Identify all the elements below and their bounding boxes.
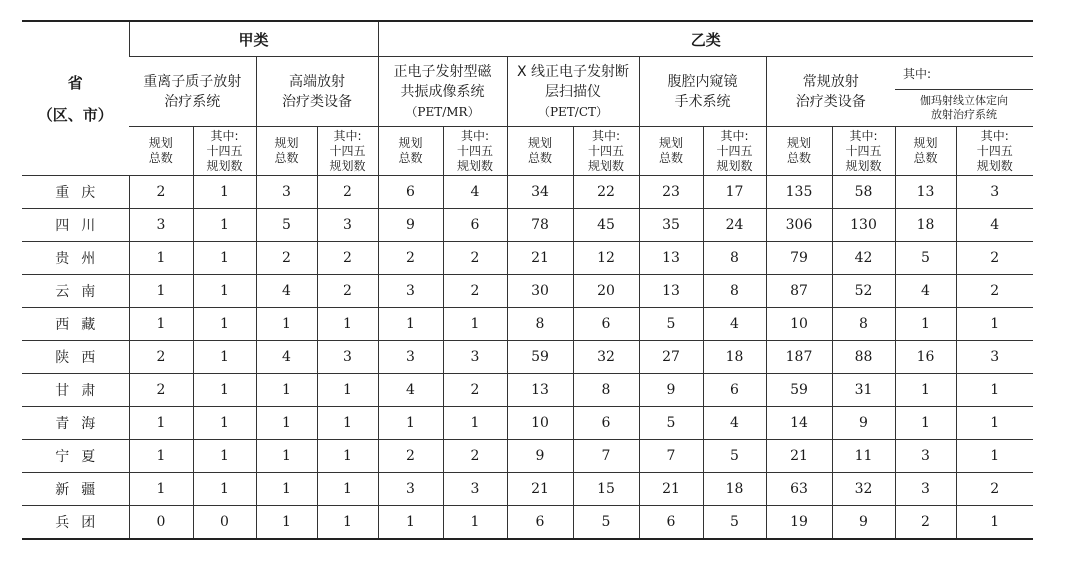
value-cell: 1	[895, 407, 956, 440]
value-cell: 10	[507, 407, 573, 440]
value-cell: 13	[895, 176, 956, 209]
value-cell: 59	[766, 374, 832, 407]
value-cell: 17	[703, 176, 766, 209]
sub-header-line: 规划	[527, 136, 552, 150]
value-cell: 187	[766, 341, 832, 374]
value-cell: 5	[639, 407, 703, 440]
value-cell: 21	[639, 473, 703, 506]
table-row	[22, 407, 1033, 440]
value-cell: 31	[832, 374, 895, 407]
sub-header-line: 十四五	[329, 143, 366, 158]
equipment-header-abbr: （PET/CT）	[537, 104, 609, 119]
equipment-header-line: 治疗类设备	[282, 93, 352, 110]
value-cell: 5	[639, 308, 703, 341]
sub-header-line: 其中:	[980, 128, 1009, 143]
value-cell: 6	[573, 308, 639, 341]
equipment-header-pet-mr	[378, 57, 507, 127]
table-row	[22, 209, 1033, 242]
value-cell: 10	[766, 308, 832, 341]
value-cell: 2	[443, 242, 507, 275]
value-cell: 2	[443, 275, 507, 308]
value-cell: 20	[573, 275, 639, 308]
value-cell: 5	[703, 506, 766, 540]
category-a-header: 甲类	[129, 21, 378, 57]
value-cell: 2	[443, 374, 507, 407]
value-cell: 2	[895, 506, 956, 540]
value-cell: 7	[573, 440, 639, 473]
equipment-header-line: 共振成像系统	[400, 83, 485, 100]
value-cell: 1	[193, 374, 256, 407]
value-cell: 2	[443, 440, 507, 473]
sub-header-14th-five-year	[703, 127, 766, 176]
equipment-header-laparoscope	[639, 57, 766, 127]
equipment-header-abbr: （PET/MR）	[405, 104, 480, 119]
sub-header-line: 其中:	[720, 128, 749, 143]
sub-header-14th-five-year	[832, 127, 895, 176]
value-cell: 1	[256, 407, 317, 440]
equipment-header-line: 层扫描仪	[545, 83, 601, 100]
value-cell: 13	[639, 275, 703, 308]
table-row	[22, 275, 1033, 308]
value-cell: 7	[639, 440, 703, 473]
value-cell: 27	[639, 341, 703, 374]
equipment-header-line: 重离子质子放射	[143, 73, 242, 90]
value-cell: 12	[573, 242, 639, 275]
gamma-knife-header	[895, 90, 1033, 127]
value-cell: 1	[193, 308, 256, 341]
value-cell: 1	[317, 308, 378, 341]
equipment-header-proton	[129, 57, 256, 127]
value-cell: 1	[895, 374, 956, 407]
value-cell: 52	[832, 275, 895, 308]
sub-header-14th-five-year	[193, 127, 256, 176]
value-cell: 8	[703, 242, 766, 275]
sub-header-line: 其中:	[591, 128, 621, 143]
value-cell: 42	[832, 242, 895, 275]
value-cell: 3	[256, 176, 317, 209]
sub-header-line: 其中:	[333, 128, 362, 143]
value-cell: 1	[129, 308, 193, 341]
province-cell: 云南	[22, 275, 129, 308]
value-cell: 4	[956, 209, 1033, 242]
province-cell: 四川	[22, 209, 129, 242]
equipment-header-line: 治疗类设备	[795, 93, 866, 110]
table-row	[22, 506, 1033, 540]
value-cell: 6	[443, 209, 507, 242]
value-cell: 4	[703, 407, 766, 440]
value-cell: 1	[256, 308, 317, 341]
province-header-line2: （区、市）	[37, 105, 113, 124]
header-row-categories	[22, 21, 1033, 57]
value-cell: 58	[832, 176, 895, 209]
value-cell: 9	[832, 506, 895, 540]
table-row	[22, 473, 1033, 506]
equipment-header-conventional	[766, 57, 895, 127]
value-cell: 1	[193, 440, 256, 473]
value-cell: 1	[129, 242, 193, 275]
sub-header-planned-total	[507, 127, 573, 176]
value-cell: 6	[507, 506, 573, 540]
value-cell: 3	[378, 473, 443, 506]
value-cell: 63	[766, 473, 832, 506]
sub-header-line: 规划	[274, 136, 299, 150]
sub-header-line: 规划	[148, 136, 173, 150]
value-cell: 5	[703, 440, 766, 473]
value-cell: 3	[895, 473, 956, 506]
value-cell: 1	[378, 506, 443, 540]
sub-header-planned-total	[256, 127, 317, 176]
value-cell: 88	[832, 341, 895, 374]
value-cell: 16	[895, 341, 956, 374]
sub-header-line: 总数	[274, 151, 299, 165]
value-cell: 1	[956, 308, 1033, 341]
province-cell: 新疆	[22, 473, 129, 506]
value-cell: 1	[256, 374, 317, 407]
sub-header-line: 规划数	[976, 158, 1013, 173]
value-cell: 130	[832, 209, 895, 242]
value-cell: 32	[573, 341, 639, 374]
province-cell: 兵团	[22, 506, 129, 540]
province-header	[22, 21, 129, 176]
value-cell: 11	[832, 440, 895, 473]
value-cell: 1	[193, 242, 256, 275]
equipment-header-pet-ct	[507, 57, 639, 127]
sub-header-line: 总数	[527, 151, 552, 165]
value-cell: 3	[956, 341, 1033, 374]
value-cell: 1	[129, 407, 193, 440]
sub-header-line: 十四五	[206, 143, 243, 158]
sub-header-line: 总数	[148, 151, 173, 165]
value-cell: 21	[507, 473, 573, 506]
sub-header-line: 规划数	[587, 158, 624, 173]
value-cell: 8	[573, 374, 639, 407]
value-cell: 1	[256, 473, 317, 506]
value-cell: 2	[317, 275, 378, 308]
header-row-subcolumns	[22, 127, 1033, 176]
sub-header-line: 十四五	[716, 143, 753, 158]
value-cell: 1	[378, 407, 443, 440]
sub-header-line: 规划	[658, 136, 683, 150]
equipment-header-line: 常规放射	[802, 73, 859, 90]
value-cell: 1	[193, 209, 256, 242]
value-cell: 13	[507, 374, 573, 407]
sub-header-line: 规划数	[329, 158, 366, 173]
value-cell: 14	[766, 407, 832, 440]
value-cell: 1	[317, 374, 378, 407]
value-cell: 13	[639, 242, 703, 275]
value-cell: 1	[443, 506, 507, 540]
value-cell: 2	[956, 473, 1033, 506]
value-cell: 1	[129, 473, 193, 506]
value-cell: 3	[129, 209, 193, 242]
value-cell: 5	[256, 209, 317, 242]
equipment-header-line: 治疗系统	[164, 93, 221, 110]
sub-header-line: 十四五	[587, 143, 624, 158]
value-cell: 6	[639, 506, 703, 540]
value-cell: 9	[832, 407, 895, 440]
value-cell: 2	[129, 341, 193, 374]
table-row	[22, 308, 1033, 341]
value-cell: 3	[956, 176, 1033, 209]
value-cell: 1	[193, 341, 256, 374]
province-cell: 陕西	[22, 341, 129, 374]
sub-header-line: 其中:	[210, 128, 239, 143]
sub-header-14th-five-year	[443, 127, 507, 176]
value-cell: 1	[956, 374, 1033, 407]
value-cell: 1	[895, 308, 956, 341]
province-cell: 青海	[22, 407, 129, 440]
category-b-header: 乙类	[378, 21, 1033, 57]
table-row	[22, 242, 1033, 275]
value-cell: 3	[317, 341, 378, 374]
table-row	[22, 176, 1033, 209]
value-cell: 8	[832, 308, 895, 341]
value-cell: 2	[378, 242, 443, 275]
sub-header-line: 其中:	[460, 128, 490, 143]
value-cell: 4	[378, 374, 443, 407]
sub-header-14th-five-year	[317, 127, 378, 176]
value-cell: 21	[766, 440, 832, 473]
sub-header-line: 规划	[786, 136, 811, 150]
equipment-header-line: X 线正电子发射断	[516, 63, 630, 80]
province-cell: 西藏	[22, 308, 129, 341]
equipment-plan-table-container	[22, 20, 1033, 540]
value-cell: 135	[766, 176, 832, 209]
value-cell: 22	[573, 176, 639, 209]
value-cell: 1	[129, 440, 193, 473]
value-cell: 30	[507, 275, 573, 308]
value-cell: 1	[317, 440, 378, 473]
value-cell: 9	[639, 374, 703, 407]
value-cell: 79	[766, 242, 832, 275]
value-cell: 3	[378, 275, 443, 308]
sub-header-line: 规划数	[456, 158, 493, 173]
value-cell: 1	[193, 176, 256, 209]
value-cell: 2	[956, 242, 1033, 275]
sub-header-line: 十四五	[845, 143, 882, 158]
value-cell: 1	[443, 407, 507, 440]
province-cell: 宁夏	[22, 440, 129, 473]
sub-header-planned-total	[766, 127, 832, 176]
value-cell: 24	[703, 209, 766, 242]
value-cell: 1	[956, 506, 1033, 540]
gamma-knife-header-line2: 放射治疗系统	[931, 108, 997, 121]
value-cell: 306	[766, 209, 832, 242]
value-cell: 4	[256, 275, 317, 308]
value-cell: 1	[317, 506, 378, 540]
value-cell: 1	[378, 308, 443, 341]
value-cell: 3	[317, 209, 378, 242]
sub-header-line: 其中:	[849, 128, 878, 143]
value-cell: 2	[129, 374, 193, 407]
sub-header-line: 十四五	[976, 143, 1013, 158]
province-cell: 贵州	[22, 242, 129, 275]
value-cell: 4	[895, 275, 956, 308]
table-row	[22, 341, 1033, 374]
value-cell: 5	[895, 242, 956, 275]
value-cell: 23	[639, 176, 703, 209]
value-cell: 8	[507, 308, 573, 341]
value-cell: 3	[378, 341, 443, 374]
table-body	[22, 176, 1033, 540]
sub-header-line: 规划数	[716, 158, 753, 173]
value-cell: 18	[895, 209, 956, 242]
value-cell: 59	[507, 341, 573, 374]
value-cell: 4	[703, 308, 766, 341]
value-cell: 1	[317, 407, 378, 440]
equipment-plan-table	[22, 20, 1033, 540]
value-cell: 32	[832, 473, 895, 506]
value-cell: 0	[193, 506, 256, 540]
value-cell: 4	[443, 176, 507, 209]
sub-header-planned-total	[639, 127, 703, 176]
value-cell: 1	[193, 473, 256, 506]
value-cell: 6	[573, 407, 639, 440]
province-header-line1: 省	[67, 73, 83, 92]
equipment-header-line: 手术系统	[674, 93, 731, 110]
value-cell: 2	[129, 176, 193, 209]
sub-header-line: 规划	[913, 136, 938, 150]
gamma-knife-header-line1: 伽玛射线立体定向	[920, 94, 1008, 107]
sub-header-line: 总数	[658, 151, 683, 165]
sub-header-line: 总数	[786, 151, 811, 165]
equipment-header-line: 正电子发射型磁	[393, 63, 492, 80]
value-cell: 9	[507, 440, 573, 473]
value-cell: 21	[507, 242, 573, 275]
value-cell: 1	[256, 440, 317, 473]
equipment-header-line: 高端放射	[289, 73, 345, 90]
value-cell: 3	[443, 341, 507, 374]
sub-header-line: 规划数	[845, 158, 882, 173]
equipment-header-line: 腹腔内窥镜	[667, 73, 738, 90]
sub-header-line: 规划数	[206, 158, 243, 173]
value-cell: 2	[956, 275, 1033, 308]
value-cell: 1	[317, 473, 378, 506]
value-cell: 8	[703, 275, 766, 308]
value-cell: 87	[766, 275, 832, 308]
value-cell: 1	[443, 308, 507, 341]
sub-header-planned-total	[378, 127, 443, 176]
value-cell: 78	[507, 209, 573, 242]
value-cell: 2	[317, 242, 378, 275]
sub-header-line: 规划	[398, 136, 423, 150]
value-cell: 1	[193, 407, 256, 440]
value-cell: 15	[573, 473, 639, 506]
sub-header-line: 十四五	[456, 143, 493, 158]
value-cell: 5	[573, 506, 639, 540]
sub-header-14th-five-year	[573, 127, 639, 176]
sub-header-planned-total	[895, 127, 956, 176]
sub-header-line: 总数	[913, 151, 938, 165]
value-cell: 1	[129, 275, 193, 308]
value-cell: 2	[378, 440, 443, 473]
value-cell: 1	[256, 506, 317, 540]
value-cell: 9	[378, 209, 443, 242]
of-which-label: 其中:	[895, 57, 1033, 90]
value-cell: 6	[378, 176, 443, 209]
province-cell: 甘肃	[22, 374, 129, 407]
value-cell: 35	[639, 209, 703, 242]
table-row	[22, 374, 1033, 407]
value-cell: 18	[703, 473, 766, 506]
value-cell: 0	[129, 506, 193, 540]
value-cell: 1	[956, 407, 1033, 440]
value-cell: 45	[573, 209, 639, 242]
sub-header-14th-five-year	[956, 127, 1033, 176]
value-cell: 4	[256, 341, 317, 374]
table-row	[22, 440, 1033, 473]
province-cell: 重庆	[22, 176, 129, 209]
value-cell: 34	[507, 176, 573, 209]
sub-header-planned-total	[129, 127, 193, 176]
value-cell: 3	[443, 473, 507, 506]
value-cell: 19	[766, 506, 832, 540]
value-cell: 2	[317, 176, 378, 209]
equipment-header-high-end	[256, 57, 378, 127]
value-cell: 6	[703, 374, 766, 407]
value-cell: 1	[193, 275, 256, 308]
value-cell: 1	[956, 440, 1033, 473]
value-cell: 2	[256, 242, 317, 275]
value-cell: 18	[703, 341, 766, 374]
header-row-equipment	[22, 57, 1033, 90]
value-cell: 3	[895, 440, 956, 473]
sub-header-line: 总数	[398, 151, 423, 165]
